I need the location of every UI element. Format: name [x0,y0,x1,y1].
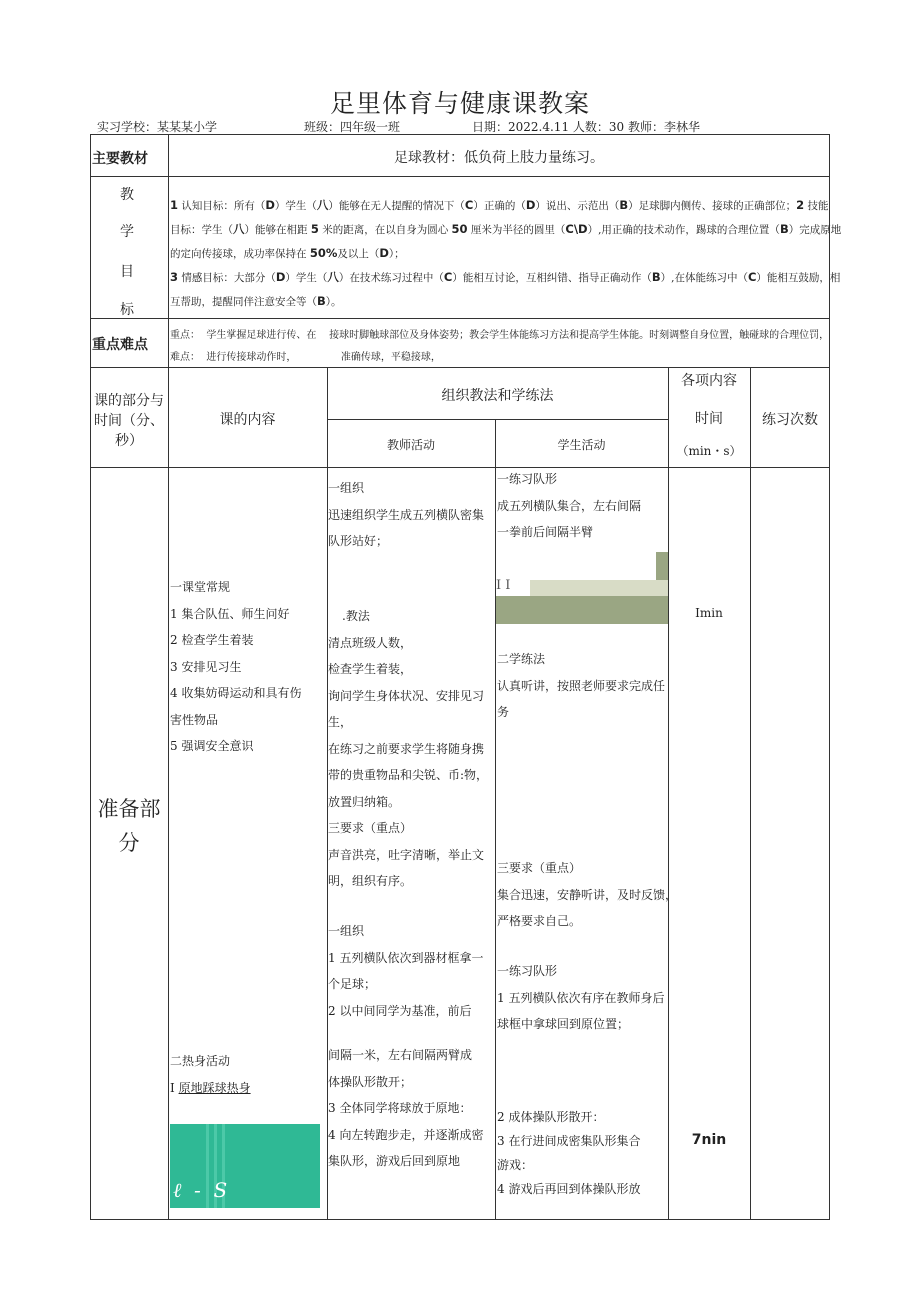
warmup-image-marks: ℓ - S [173,1178,228,1202]
objective-line-5: 互帮助，提醒同伴注意安全等（B）。 [170,294,342,308]
list-item: I 原地踩球热身 [170,1080,251,1095]
objective-line-2: 目标：学生（八）能够在相距 5 米的距离，在以自身为圆心 50 厘米为半径的圆里（C\D）,用正确的技术动作，踢球的合理位置（B）完成原地 [170,222,842,236]
student-requirements: 三要求（重点） 集合迅速，安静听讲，及时反馈， 严格要求自己。 [497,861,678,928]
list-item: 2 检查学生着装 [170,633,254,647]
teacher-organize-1: 一组织 迅速组织学生成五列横队密集 队形站好； [328,481,485,548]
student-method: 二学练法 认真听讲，按照老师要求完成任 务 [497,652,666,719]
key-points-label: 重点难点 [92,337,148,353]
list-item: 5 强调安全意识 [170,739,254,753]
time-routine: Imin [695,606,723,620]
objectives-label-char-4: 标 [120,302,134,318]
objectives-label-char-2: 学 [120,224,134,240]
student-formation-1: 一练习队形 成五列横队集合，左右间隔 一拳前后间隔半臂 [497,472,642,539]
student-formation-3: 2 成体操队形散开： 3 在行进间成密集队形集合 游戏： 4 游戏后再回到体操队形放 [497,1110,641,1196]
list-item: 3 安排见习生 [170,659,242,674]
header-teacher-activity: 教师活动 [386,438,435,452]
document-title: 足里体育与健康课教案 [329,89,590,118]
list-item: 害性物品 [170,712,219,727]
key-points-text [170,325,829,369]
objective-line-4: 3 情感目标：大部分（D）学生（八）在技术练习过程中（C）能相互讨论，互相纠错、指导正确动作（B）,在体能练习中（C）能相互鼓励，相 [170,270,841,284]
header-organization: 组织教法和学练法 [441,388,554,404]
header-time-unit: （min・s） [676,444,742,458]
list-item: 1 集合队伍、师生问好 [170,606,290,621]
difficult-point-line: 难点： 进行传接球动作时， 准确传球，平稳接球， [170,352,441,363]
list-item: 一课堂常规 [170,580,231,594]
list-item: 二热身活动 [170,1054,231,1068]
header-time-label-2: 时间 [695,411,723,427]
content-routine-list [170,574,301,760]
content-warmup [170,1048,251,1101]
header-student-activity: 学生活动 [557,438,606,452]
header-content: 课的内容 [219,412,276,428]
list-item: 4 收集妨碍运动和具有伤 [170,686,302,700]
time-warmup: 7nin [691,1132,727,1148]
header-practice-count: 练习次数 [762,412,818,428]
student-formation-2: 一练习队形 1 五列横队依次有序在教师身后 球框中拿球回到原位置； [497,964,665,1031]
formation-image [496,552,668,624]
formation-image-marks: I I [496,578,511,593]
header-part-time: 课的部分与 时间（分、 秒） [94,393,164,449]
main-material-label: 主要教材 [92,151,148,167]
teacher-formation: 间隔一米，左右间隔两臂成 体操队形散开； 3 全体同学将球放于原地： 4 向左转跑步走，并逐渐成密 集队形，游戏后回到原地 [328,1048,484,1168]
school-info: 实习学校：某某某小学 [97,120,218,134]
date-count-teacher-info: 日期：2022.4.11 人数：30 教师：李林华 [472,120,700,134]
teacher-method: .教法 清点班级人数， 检查学生着装， 询问学生身体状况、安排见习 生， 在练习之前要求学生将随身携 带的贵重物品和尖锐、币:物， 放置归纳箱。 三要求（重点） 声音洪亮，吐字清晰，举止文 明，组织有序。 [328,609,489,888]
objective-line-3: 的定向传接球，成功率保持在 50%及以上（D）； [170,246,405,260]
teacher-organize-2: 一组织 1 五列横队依次到器材框拿一 个足球； 2 以中间同学为基准，前后 [328,924,484,1018]
objectives-label-char-3: 目 [120,264,134,280]
header-time-label-1: 各项内容 [681,373,737,389]
objectives-label-char-1: 教 [120,187,134,203]
objectives-text [170,194,841,314]
warmup-image [170,1124,320,1208]
class-info: 班级：四年级一班 [304,120,401,134]
main-material-value: 足球教材：低负荷上肢力量练习。 [394,150,604,166]
objective-line-1: 1 认知目标：所有（D）学生（八）能够在无人提醒的情况下（C）正确的（D）说出、示范出（B）足球脚内侧传、接球的正确部位；2 技能 [170,198,829,212]
key-point-line: 重点： 学生掌握足球进行传、在 接球时脚触球部位及身体姿势；教会学生体能练习方法和提高学生体能。时刻调整自身位置，触碰球的合理位罚， [170,330,830,341]
section-name: 准备部 分 [97,797,161,855]
